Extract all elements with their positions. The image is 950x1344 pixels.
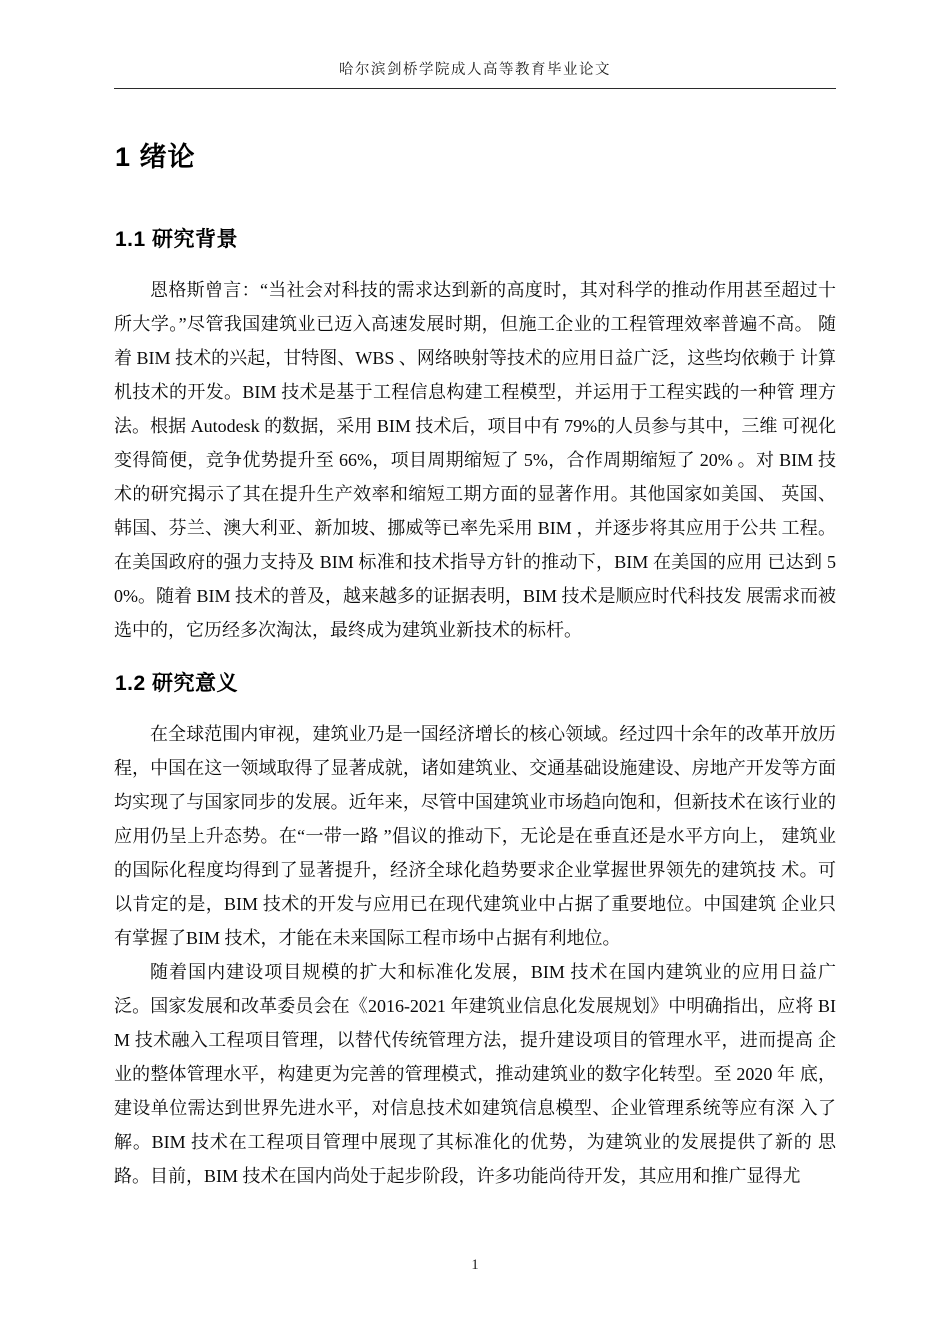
chapter-title: 1 绪论 [115, 142, 196, 172]
page-number: 1 [471, 1257, 479, 1273]
body-paragraph: 在全球范围内审视，建筑业乃是一国经济增长的核心领域。经过四十余年的改革开放历程，中国在这一领域取得了显著成就，诸如建筑业、交通基础设施建设、房地产开发等方面均实现了与国家同步的发展。近年来，尽管中国建筑业市场趋向饱和，但新技术在该行业的应用仍呈上升态势。在“一带一路 ”倡议的推动下，无论是在垂直还是水平方向上， 建筑业的国际化程度均得到了显著提升，经济全球化趋势要求企业掌握世界领先的建筑技 术。可以肯定的是，BIM 技术的开发与应用已在现代建筑业中占据了重要地位。中国建筑 企业只有掌握了BIM 技术，才能在未来国际工程市场中占据有利地位。 [114, 724, 836, 948]
section-heading-1-2: 1.2 研究意义 [115, 672, 239, 695]
header-rule [114, 88, 836, 89]
section-heading-1-1: 1.1 研究背景 [115, 228, 239, 251]
section-research-significance [114, 671, 836, 1193]
section-research-background [114, 227, 836, 647]
page-footer [0, 1256, 950, 1274]
page-header [114, 0, 836, 89]
body-paragraph: 随着国内建设项目规模的扩大和标准化发展，BIM 技术在国内建筑业的应用日益广泛。国家发展和改革委员会在《2016-2021 年建筑业信息化发展规划》中明确指出，应将 BIM 技术融入工程项目管理，以替代传统管理方法，提升建设项目的管理水平，进而提高 企业的整体管理水平，构建更为完善的管理模式，推动建筑业的数字化转型。至 2020 年 底，建设单位需达到世界先进水平，对信息技术如建筑信息模型、企业管理系统等应有深 入了解。BIM 技术在工程项目管理中展现了其标准化的优势，为建筑业的发展提供了新的 思路。目前，BIM 技术在国内尚处于起步阶段，许多功能尚待开发，其应用和推广显得尤 [114, 962, 836, 1186]
body-paragraph: 恩格斯曾言：“当社会对科技的需求达到新的高度时，其对科学的推动作用甚至超过十所大学。”尽管我国建筑业已迈入高速发展时期，但施工企业的工程管理效率普遍不高。 随着 BIM 技术的兴起，甘特图、WBS 、网络映射等技术的应用日益广泛，这些均依赖于 计算机技术的开发。BIM 技术是基于工程信息构建工程模型，并运用于工程实践的一种管 理方法。根据 Autodesk 的数据，采用 BIM 技术后，项目中有 79%的人员参与其中，三维 可视化变得简便，竞争优势提升至 66%，项目周期缩短了 5%，合作周期缩短了 20% 。对 BIM 技术的研究揭示了其在提升生产效率和缩短工期方面的显著作用。其他国家如美国、 英国、韩国、芬兰、澳大利亚、新加坡、挪威等已率先采用 BIM ，并逐步将其应用于公共 工程。在美国政府的强力支持及 BIM 标准和技术指导方针的推动下，BIM 在美国的应用 已达到 50%。随着 BIM 技术的普及，越来越多的证据表明，BIM 技术是顺应时代科技发 展需求而被选中的，它历经多次淘汰，最终成为建筑业新技术的标杆。 [114, 280, 837, 640]
header-title: 哈尔滨剑桥学院成人高等教育毕业论文 [339, 62, 611, 78]
